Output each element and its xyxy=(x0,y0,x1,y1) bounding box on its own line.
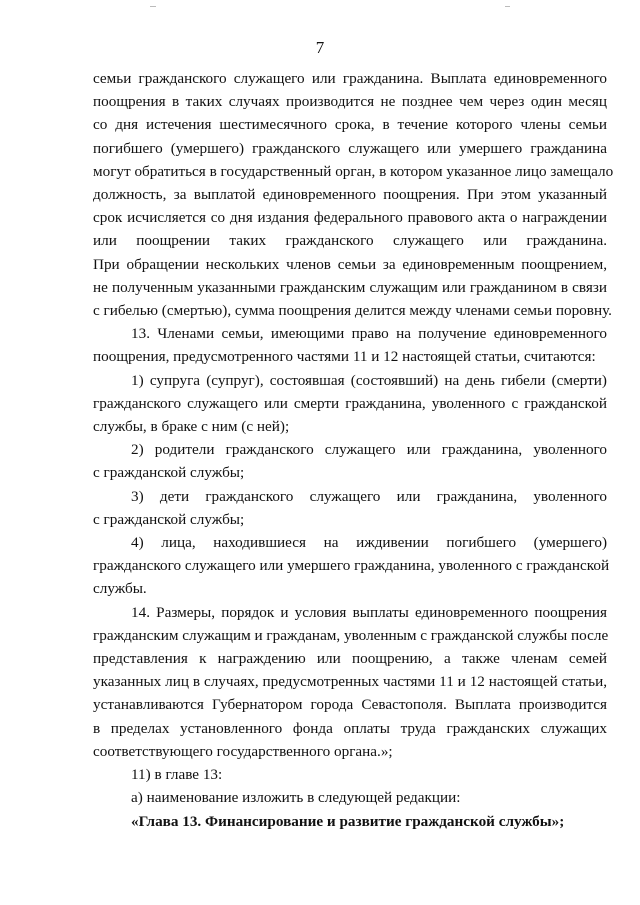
text-line: 13. Членами семьи, имеющими право на получение единовременного xyxy=(131,325,607,343)
text-line: с гражданской службы; xyxy=(93,464,245,482)
text-line: гражданского служащего или умершего гражданина, уволенного с гражданской xyxy=(93,557,610,575)
text-line: с гражданской службы; xyxy=(93,510,245,528)
document-body xyxy=(93,67,614,833)
text-line: представления к награждению или поощрению, а также членам семей xyxy=(93,650,607,668)
text-line: с гибелью (смертью), сумма поощрения делится между членами семьи поровну. xyxy=(93,302,612,320)
text-line: со дня истечения шестимесячного срока, в течение которого члены семьи xyxy=(93,116,607,134)
text-line: указанных лиц в случаях, предусмотренных частями 11 и 12 настоящей статьи, xyxy=(93,673,607,691)
text-line: семьи гражданского служащего или гражданина. Выплата единовременного xyxy=(93,70,607,87)
text-line: службы. xyxy=(93,580,147,598)
text-line: а) наименование изложить в следующей редакции: xyxy=(131,789,461,807)
text-line: поощрения, предусмотренного частями 11 и 12 настоящей статьи, считаются: xyxy=(93,348,596,366)
text-line: срок исчисляется со дня издания федерального правового акта о награждении xyxy=(93,209,607,227)
text-line: соответствующего государственного органа.»; xyxy=(93,742,393,760)
text-line: «Глава 13. Финансирование и развитие гражданской службы»; xyxy=(131,812,565,830)
text-line: гражданского служащего или смерти гражданина, уволенного с гражданской xyxy=(93,394,607,412)
text-line: не полученным указанными гражданским служащим или гражданином в связи xyxy=(93,278,607,296)
text-line: При обращении нескольких членов семьи за единовременным поощрением, xyxy=(93,255,607,273)
text-line: 11) в главе 13: xyxy=(131,766,223,784)
text-line: 2) родители гражданского служащего или гражданина, уволенного xyxy=(131,441,607,459)
text-line: 3) дети гражданского служащего или гражданина, уволенного xyxy=(131,487,607,505)
text-line: могут обратиться в государственный орган, в котором указанное лицо замещало xyxy=(93,162,614,180)
text-line: 1) супруга (супруг), состоявшая (состоявший) на день гибели (смерти) xyxy=(131,371,607,389)
text-line: должность, за выплатой единовременного поощрения. При этом указанный xyxy=(93,186,607,204)
text-line: или поощрении таких гражданского служащего или гражданина. xyxy=(93,232,607,250)
text-line: поощрения в таких случаях производится не позднее чем через один месяц xyxy=(93,93,607,111)
text-line: службы, в браке с ним (с ней); xyxy=(93,418,290,436)
text-line: 14. Размеры, порядок и условия выплаты единовременного поощрения xyxy=(131,603,607,621)
text-line: погибшего (умершего) гражданского служащего или умершего гражданина xyxy=(93,139,607,157)
page-number: 7 xyxy=(315,38,325,57)
scan-mark-top-left xyxy=(150,6,156,7)
text-line: гражданским служащим и гражданам, уволенным с гражданской службы после xyxy=(93,626,609,644)
text-line: в пределах установленного фонда оплаты труда гражданских служащих xyxy=(93,719,607,737)
text-line: устанавливаются Губернатором города Севастополя. Выплата производится xyxy=(93,696,607,714)
scan-mark-top-right xyxy=(505,6,510,7)
text-line: 4) лица, находившиеся на иждивении погибшего (умершего) xyxy=(131,534,607,552)
